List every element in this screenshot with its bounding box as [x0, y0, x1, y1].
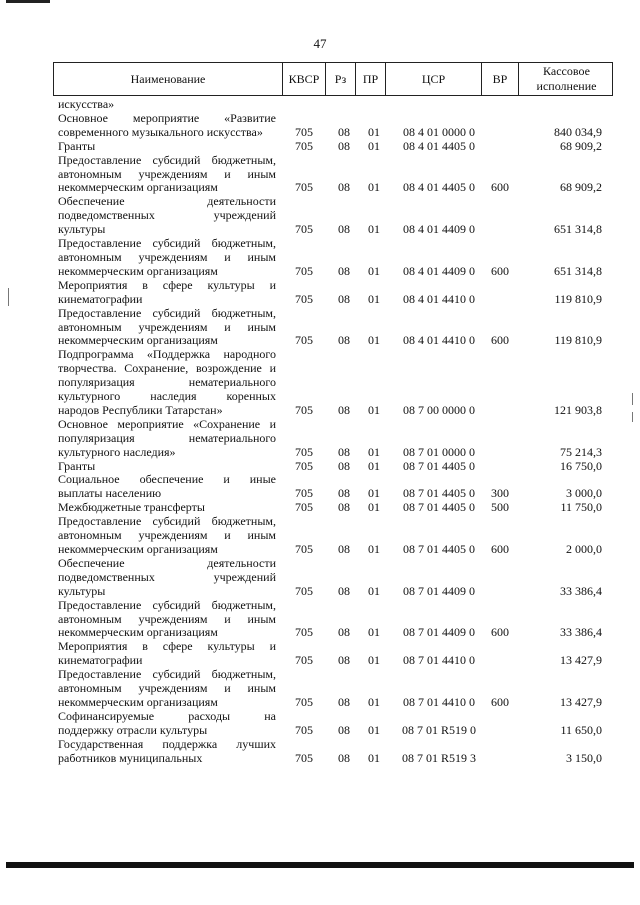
- row-pr: 01: [368, 486, 380, 501]
- row-amount: 16 750,0: [560, 458, 602, 473]
- table-row: [58, 418, 610, 460]
- row-pr: 01: [368, 500, 380, 515]
- row-name-line: культурного наследия коренных: [58, 389, 276, 404]
- row-rz: 08: [338, 291, 350, 306]
- table-row: [58, 307, 610, 349]
- row-name-line: автономным учреждениям и иным: [58, 681, 276, 696]
- row-amount: 68 909,2: [560, 180, 602, 195]
- row-name-line: Социальное обеспечение и иные: [58, 472, 276, 487]
- row-kvsr: 705: [295, 542, 313, 556]
- row-name-line: кинематографии: [58, 653, 143, 668]
- header-vr: ВР: [481, 63, 518, 95]
- table-row: [58, 112, 610, 140]
- row-pr: 01: [368, 583, 380, 598]
- row-csr: 08 7 01 R519 0: [401, 722, 476, 737]
- row-name-line: Гранты: [58, 138, 96, 153]
- scan-mark-left: [8, 288, 9, 306]
- row-rz: 08: [338, 222, 350, 237]
- row-name-line: автономным учреждениям и иным: [58, 319, 276, 334]
- row-amount: 651 314,8: [554, 263, 602, 278]
- row-pr: 01: [368, 750, 380, 765]
- row-amount: 840 034,9: [554, 124, 602, 139]
- table-row: [58, 154, 610, 196]
- row-rz: 08: [338, 653, 350, 668]
- row-kvsr: 705: [295, 124, 313, 139]
- row-name: [58, 710, 276, 738]
- row-name-line: автономным учреждениям и иным: [58, 249, 276, 264]
- row-kvsr: 705: [295, 222, 313, 237]
- row-pr: 01: [368, 542, 380, 556]
- row-pr: 01: [368, 625, 380, 640]
- row-name-line: выплаты населению: [58, 486, 162, 501]
- row-rz: 08: [338, 542, 350, 556]
- row-amount: 2 000,0: [566, 542, 602, 556]
- row-amount: 3 000,0: [566, 486, 602, 501]
- table-row: [58, 515, 610, 557]
- table-row: [58, 557, 610, 599]
- row-csr: 08 7 01 4410 0: [403, 694, 475, 709]
- row-amount: 33 386,4: [560, 625, 602, 640]
- row-name-line: культурного наследия»: [58, 444, 176, 459]
- row-pr: 01: [368, 444, 380, 459]
- row-rz: 08: [338, 124, 350, 139]
- row-pr: 01: [368, 722, 380, 737]
- table-row: [58, 348, 610, 418]
- row-csr: 08 7 00 0000 0: [403, 402, 475, 417]
- header-amount-line2: исполнение: [536, 79, 597, 93]
- row-name-line: некоммерческим организациям: [58, 694, 218, 709]
- row-csr: 08 7 01 4405 0: [403, 500, 475, 515]
- table-header: [53, 62, 613, 96]
- header-name: Наименование: [130, 71, 206, 86]
- row-name-line: автономным учреждениям и иным: [58, 611, 276, 626]
- scan-mark-right-1: [632, 393, 633, 405]
- row-rz: 08: [338, 750, 350, 765]
- row-kvsr: 705: [295, 263, 313, 278]
- row-amount: 11 650,0: [560, 722, 602, 737]
- row-vr: 600: [491, 625, 509, 640]
- row-name-line: некоммерческим организациям: [58, 333, 218, 348]
- row-name: [58, 307, 276, 349]
- row-amount: 651 314,8: [554, 222, 602, 237]
- row-name-line: Предоставление субсидий бюджетным,: [58, 514, 276, 529]
- table-body: [58, 98, 610, 766]
- row-csr: 08 7 01 R519 3: [401, 750, 476, 765]
- row-name: [58, 473, 276, 501]
- table-row: [58, 710, 610, 738]
- row-amount: 121 903,8: [554, 402, 602, 417]
- row-amount: 33 386,4: [560, 583, 602, 598]
- row-pr: 01: [368, 653, 380, 668]
- row-rz: 08: [338, 180, 350, 195]
- row-kvsr: 705: [295, 694, 313, 709]
- row-kvsr: 705: [295, 722, 313, 737]
- table-row: [58, 237, 610, 279]
- row-csr: 08 7 01 4410 0: [403, 653, 475, 668]
- row-kvsr: 705: [295, 444, 313, 459]
- page-number: 47: [313, 36, 327, 51]
- row-pr: 01: [368, 291, 380, 306]
- row-name-line: некоммерческим организациям: [58, 625, 218, 640]
- row-pr: 01: [368, 402, 380, 417]
- row-name-line: Обеспечение деятельности: [58, 194, 276, 209]
- row-vr: 600: [491, 694, 509, 709]
- row-name-line: автономным учреждениям и иным: [58, 528, 276, 543]
- row-csr: 08 7 01 4409 0: [403, 583, 475, 598]
- row-name: [58, 112, 276, 140]
- row-pr: 01: [368, 263, 380, 278]
- row-name: [58, 279, 276, 307]
- row-kvsr: 705: [295, 402, 313, 417]
- row-name: [58, 738, 276, 766]
- row-csr: 08 4 01 4409 0: [403, 222, 475, 237]
- row-name-line: Основное мероприятие «Сохранение и: [58, 416, 276, 431]
- table-row: [58, 473, 610, 501]
- row-name-line: поддержку отрасли культуры: [58, 722, 208, 737]
- row-csr: 08 7 01 4405 0: [403, 542, 475, 556]
- row-name-line: подведомственных учреждений: [58, 208, 276, 223]
- scan-mark-right-2: [632, 412, 633, 422]
- row-kvsr: 705: [295, 750, 313, 765]
- row-name: [58, 237, 276, 279]
- row-rz: 08: [338, 458, 350, 473]
- row-rz: 08: [338, 263, 350, 278]
- row-name: [58, 557, 276, 599]
- row-pr: 01: [368, 694, 380, 709]
- row-name: [58, 599, 276, 641]
- row-csr: 08 7 01 4405 0: [403, 486, 475, 501]
- header-kvsr: КВСР: [282, 63, 325, 95]
- row-name: [58, 140, 276, 154]
- row-name-line: Предоставление субсидий бюджетным,: [58, 305, 276, 320]
- row-pr: 01: [368, 124, 380, 139]
- row-csr: 08 4 01 0000 0: [403, 124, 475, 139]
- row-rz: 08: [338, 444, 350, 459]
- row-name: [58, 460, 276, 474]
- row-name-line: народов Республики Татарстан»: [58, 402, 223, 417]
- row-rz: 08: [338, 402, 350, 417]
- row-kvsr: 705: [295, 180, 313, 195]
- row-csr: 08 7 01 4409 0: [403, 625, 475, 640]
- row-name: [58, 195, 276, 237]
- row-name-line: Софинансируемые расходы на: [58, 708, 276, 723]
- table-row: [58, 640, 610, 668]
- row-amount: 119 810,9: [554, 333, 602, 348]
- row-name-line: искусства»: [58, 97, 115, 111]
- row-kvsr: 705: [295, 486, 313, 501]
- row-name-line: некоммерческим организациям: [58, 180, 218, 195]
- row-name: [58, 668, 276, 710]
- table-row: [58, 738, 610, 766]
- bottom-edge-rule: [6, 862, 634, 868]
- row-name-line: автономным учреждениям и иным: [58, 166, 276, 181]
- row-csr: 08 4 01 4405 0: [403, 180, 475, 195]
- row-kvsr: 705: [295, 653, 313, 668]
- row-amount: 119 810,9: [554, 291, 602, 306]
- row-rz: 08: [338, 486, 350, 501]
- table-row: [58, 668, 610, 710]
- row-rz: 08: [338, 583, 350, 598]
- row-name-line: Основное мероприятие «Развитие: [58, 110, 276, 125]
- row-kvsr: 705: [295, 500, 313, 515]
- table-row: [58, 279, 610, 307]
- row-name-line: подведомственных учреждений: [58, 569, 276, 584]
- row-rz: 08: [338, 138, 350, 153]
- row-name: [58, 515, 276, 557]
- row-amount: 3 150,0: [566, 750, 602, 765]
- table-row: [58, 599, 610, 641]
- row-kvsr: 705: [295, 625, 313, 640]
- row-csr: 08 4 01 4410 0: [403, 333, 475, 348]
- row-name-line: кинематографии: [58, 291, 143, 306]
- row-name-line: Подпрограмма «Поддержка народного: [58, 347, 276, 362]
- row-name-line: Предоставление субсидий бюджетным,: [58, 152, 276, 167]
- table-row: [58, 98, 610, 112]
- row-name: [58, 640, 276, 668]
- row-name-line: некоммерческим организациям: [58, 263, 218, 278]
- row-csr: 08 7 01 0000 0: [403, 444, 475, 459]
- row-pr: 01: [368, 458, 380, 473]
- row-name-line: Предоставление субсидий бюджетным,: [58, 597, 276, 612]
- row-name: [58, 501, 276, 515]
- row-vr: 600: [491, 263, 509, 278]
- row-name-line: Гранты: [58, 458, 96, 473]
- row-name-line: культуры: [58, 222, 106, 237]
- row-name-line: творчества. Сохранение, возрождение и: [58, 361, 276, 376]
- row-vr: 600: [491, 542, 509, 556]
- row-name-line: Обеспечение деятельности: [58, 555, 276, 570]
- row-name-line: работников муниципальных: [58, 750, 203, 765]
- row-name: [58, 418, 276, 460]
- row-name-line: современного музыкального искусства»: [58, 124, 263, 139]
- table-row: [58, 460, 610, 474]
- row-name-line: Государственная поддержка лучших: [58, 736, 276, 751]
- table-row: [58, 501, 610, 515]
- row-amount: 75 214,3: [560, 444, 602, 459]
- top-edge-rule: [6, 0, 50, 3]
- row-name: [58, 154, 276, 196]
- row-name-line: популяризация нематериального: [58, 375, 276, 390]
- row-name-line: Межбюджетные трансферты: [58, 500, 205, 515]
- row-name-line: Мероприятия в сфере культуры и: [58, 277, 276, 292]
- row-vr: 600: [491, 333, 509, 348]
- header-csr: ЦСР: [385, 63, 481, 95]
- row-pr: 01: [368, 333, 380, 348]
- row-pr: 01: [368, 180, 380, 195]
- header-amount: [518, 63, 614, 95]
- row-rz: 08: [338, 500, 350, 515]
- row-kvsr: 705: [295, 333, 313, 348]
- row-name: [58, 348, 276, 418]
- table-row: [58, 140, 610, 154]
- row-pr: 01: [368, 138, 380, 153]
- row-amount: 13 427,9: [560, 653, 602, 668]
- row-rz: 08: [338, 722, 350, 737]
- row-amount: 68 909,2: [560, 138, 602, 153]
- row-name-line: Предоставление субсидий бюджетным,: [58, 667, 276, 682]
- row-rz: 08: [338, 333, 350, 348]
- row-name-line: Предоставление субсидий бюджетным,: [58, 236, 276, 251]
- row-kvsr: 705: [295, 583, 313, 598]
- row-kvsr: 705: [295, 458, 313, 473]
- header-pr: ПР: [355, 63, 385, 95]
- row-csr: 08 4 01 4409 0: [403, 263, 475, 278]
- row-kvsr: 705: [295, 291, 313, 306]
- row-name-line: Мероприятия в сфере культуры и: [58, 639, 276, 654]
- row-rz: 08: [338, 625, 350, 640]
- row-name-line: культуры: [58, 583, 106, 598]
- row-csr: 08 4 01 4410 0: [403, 291, 475, 306]
- row-vr: 500: [491, 500, 509, 515]
- header-amount-line1: Кассовое: [543, 64, 590, 78]
- row-amount: 13 427,9: [560, 694, 602, 709]
- row-kvsr: 705: [295, 138, 313, 153]
- row-rz: 08: [338, 694, 350, 709]
- row-vr: 300: [491, 486, 509, 501]
- row-name: [58, 98, 276, 112]
- row-name-line: популяризация нематериального: [58, 430, 276, 445]
- row-pr: 01: [368, 222, 380, 237]
- row-csr: 08 4 01 4405 0: [403, 138, 475, 153]
- row-csr: 08 7 01 4405 0: [403, 458, 475, 473]
- row-name-line: некоммерческим организациям: [58, 542, 218, 556]
- header-rz: Рз: [325, 63, 355, 95]
- row-amount: 11 750,0: [560, 500, 602, 515]
- table-row: [58, 195, 610, 237]
- row-vr: 600: [491, 180, 509, 195]
